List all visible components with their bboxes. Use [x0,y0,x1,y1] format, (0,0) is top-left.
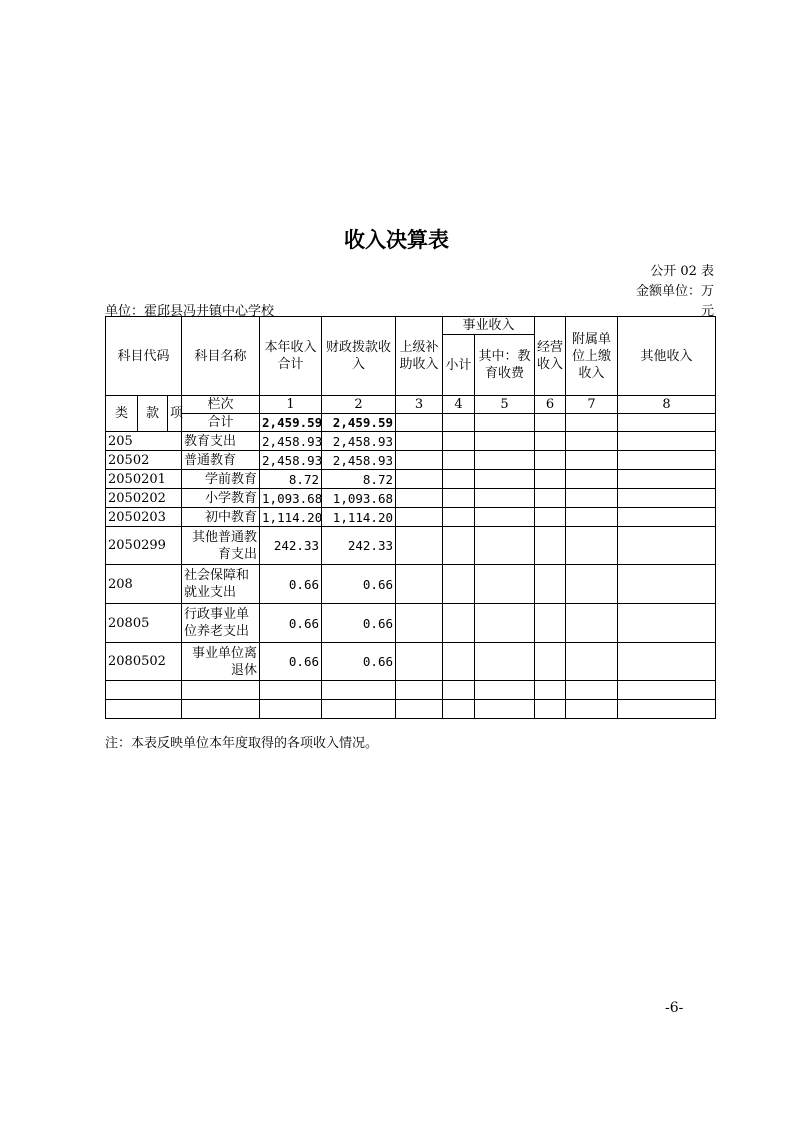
row-fiscal: 2,458.93 [322,432,396,451]
row-code: 2050203 [106,508,182,527]
header-lanci: 栏次 [182,396,260,414]
header-name: 科目名称 [182,317,260,396]
row-name: 小学教育 [182,489,260,508]
total-label: 合计 [182,414,260,432]
header-affiliated: 附属单位上缴收入 [566,317,618,396]
row-fiscal: 0.66 [322,565,396,604]
row-total: 0.66 [260,565,322,604]
table-code: 公开 02 表 [650,264,714,279]
row-total: 1,114.20 [260,508,322,527]
header-superior: 上级补助收入 [396,317,443,396]
row-code: 20805 [106,604,182,643]
header-total: 本年收入合计 [260,317,322,396]
row-code: 205 [106,432,182,451]
col-number: 1 [260,396,322,414]
unit-label: 单位：霍邱县冯井镇中心学校 [105,304,275,319]
col-number: 7 [566,396,618,414]
col-number: 4 [443,396,475,414]
amount-unit-cont: 元 [700,304,714,319]
row-code: 20502 [106,451,182,470]
row-name: 学前教育 [182,470,260,489]
row-fiscal: 0.66 [322,643,396,681]
row-code: 2050299 [106,527,182,565]
header-lei: 类 [106,396,138,432]
row-name: 行政事业单位养老支出 [182,604,260,643]
row-fiscal: 242.33 [322,527,396,565]
page-number: -6- [665,1000,684,1016]
table-row [106,470,716,489]
row-total: 2,458.93 [260,432,322,451]
row-fiscal: 1,093.68 [322,489,396,508]
empty-row [106,681,716,700]
header-subtotal: 小计 [443,335,475,396]
table-row [106,489,716,508]
row-fiscal: 2,458.93 [322,451,396,470]
row-code: 208 [106,565,182,604]
row-total: 0.66 [260,643,322,681]
col-number: 8 [618,396,716,414]
col-number: 2 [322,396,396,414]
sum-fiscal: 2,459.59 [322,414,396,432]
row-fiscal: 0.66 [322,604,396,643]
row-name: 社会保障和就业支出 [182,565,260,604]
col-number: 5 [475,396,535,414]
page-title: 收入决算表 [344,228,449,252]
row-name: 其他普通教育支出 [182,527,260,565]
row-total: 0.66 [260,604,322,643]
col-number: 3 [396,396,443,414]
header-code: 科目代码 [106,317,182,396]
footnote: 注：本表反映单位本年度取得的各项收入情况。 [105,736,379,751]
income-table [105,316,716,719]
row-total: 1,093.68 [260,489,322,508]
header-edu-fee: 其中：教育收费 [475,335,535,396]
header-kuan: 款 [138,396,168,432]
empty-row [106,700,716,719]
row-fiscal: 8.72 [322,470,396,489]
row-code: 2080502 [106,643,182,681]
table-row [106,604,716,643]
row-code: 2050202 [106,489,182,508]
row-name: 普通教育 [182,451,260,470]
amount-unit: 金额单位：万 [635,284,714,299]
row-total: 8.72 [260,470,322,489]
row-total: 2,458.93 [260,451,322,470]
table-row [106,565,716,604]
row-name: 教育支出 [182,432,260,451]
row-fiscal: 1,114.20 [322,508,396,527]
sum-total: 2,459.59 [260,414,322,432]
header-business: 事业收入 [443,317,535,335]
row-name: 事业单位离退休 [182,643,260,681]
row-code: 2050201 [106,470,182,489]
table-row [106,527,716,565]
row-name: 初中教育 [182,508,260,527]
table-row [106,451,716,470]
table-row [106,508,716,527]
table-row [106,643,716,681]
header-operating: 经营收入 [535,317,566,396]
header-other: 其他收入 [618,317,716,396]
row-total: 242.33 [260,527,322,565]
header-xiang: 项 [168,396,182,432]
header-fiscal: 财政拨款收入 [322,317,396,396]
table-row [106,432,716,451]
col-number: 6 [535,396,566,414]
